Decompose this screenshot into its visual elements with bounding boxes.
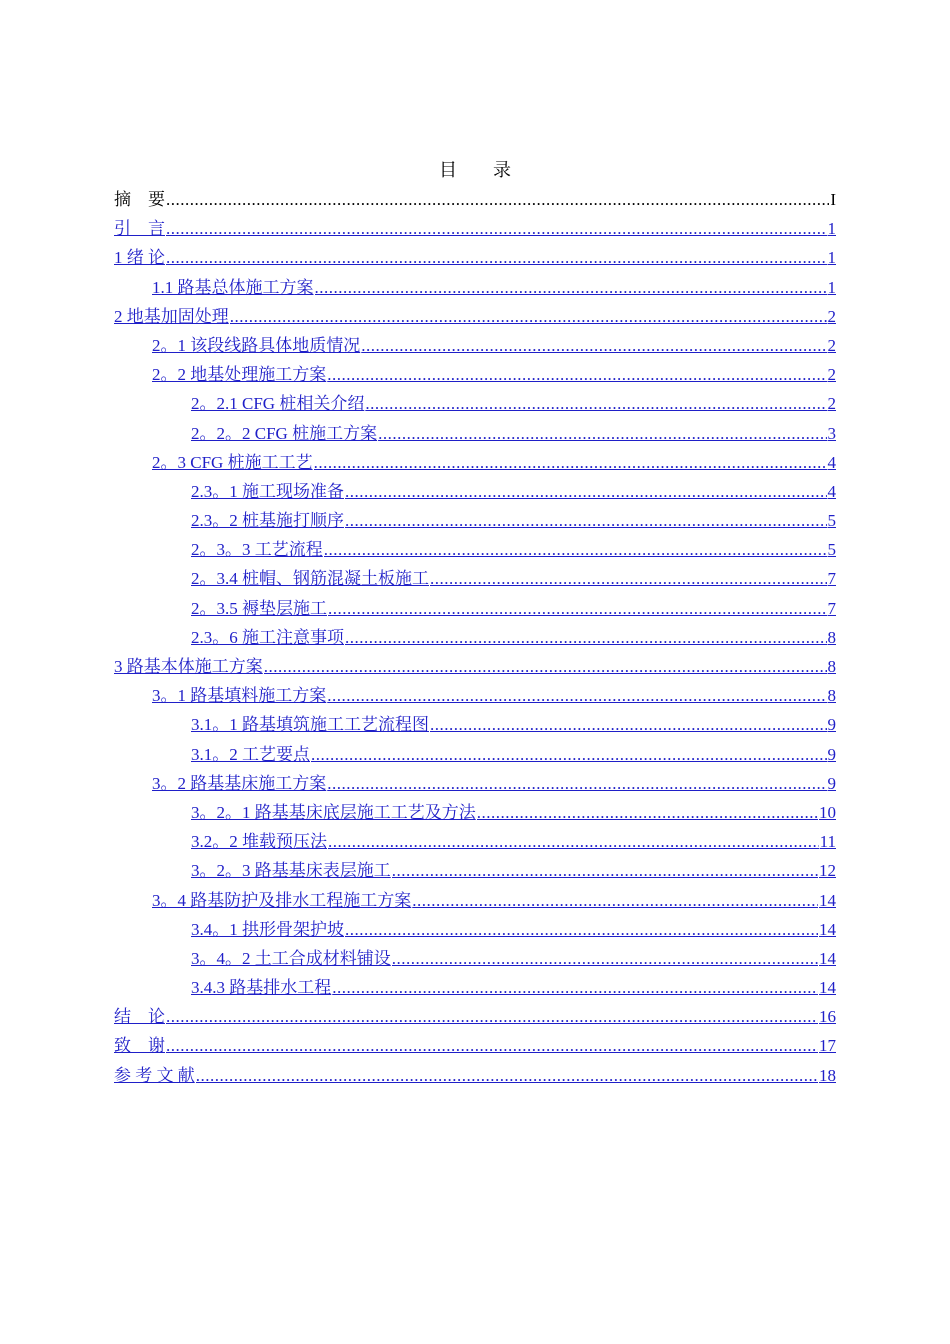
- toc-entry-page-number: 9: [827, 715, 836, 735]
- toc-leader-dots: [430, 564, 827, 593]
- toc-entry-label: 3。2 路基基床施工方案: [152, 773, 327, 793]
- toc-entry[interactable]: [114, 623, 836, 652]
- toc-entry[interactable]: [114, 769, 836, 798]
- toc-entry-page-number: 10: [819, 802, 836, 822]
- toc-leader-dots: [327, 769, 826, 798]
- toc-entry[interactable]: [114, 681, 836, 710]
- toc-entry-page-number: 14: [819, 948, 836, 968]
- toc-entry-page-number: 8: [827, 686, 836, 706]
- toc-entry-page-number: 16: [819, 1007, 836, 1027]
- toc-entry-page-number: 5: [827, 511, 836, 531]
- toc-entry[interactable]: [114, 710, 836, 739]
- toc-entry-page-number: 7: [827, 569, 836, 589]
- toc-entry-label: 3。1 路基填料施工方案: [152, 686, 327, 706]
- toc-leader-dots: [314, 448, 827, 477]
- toc-entry-page-number: 4: [827, 481, 836, 501]
- toc-leader-dots: [230, 302, 827, 331]
- toc-entry-label: 3。2。3 路基基床表层施工: [191, 861, 391, 881]
- toc-entry-label: 2。1 该段线路具体地质情况: [152, 335, 361, 355]
- toc-leader-dots: [196, 1061, 818, 1090]
- toc-entry[interactable]: [114, 331, 836, 360]
- toc-entry[interactable]: [114, 1002, 836, 1031]
- toc-leader-dots: [412, 886, 818, 915]
- toc-entry[interactable]: [114, 740, 836, 769]
- toc-entry-label: 致 谢: [114, 1036, 165, 1056]
- toc-entry[interactable]: [114, 448, 836, 477]
- toc-entry-label: 2.3。1 施工现场准备: [191, 481, 344, 501]
- toc-leader-dots: [345, 477, 827, 506]
- toc-entry-page-number: 5: [827, 540, 836, 560]
- toc-entry-page-number: 17: [819, 1036, 836, 1056]
- toc-entry-page-number: 12: [819, 861, 836, 881]
- toc-entry-label: 2。3.4 桩帽、钢筋混凝土板施工: [191, 569, 429, 589]
- toc-leader-dots: [361, 331, 826, 360]
- toc-entry-label: 参 考 文 献: [114, 1065, 195, 1085]
- toc-entry-label: 3。4。2 土工合成材料铺设: [191, 948, 391, 968]
- table-of-contents: [114, 185, 836, 1090]
- toc-leader-dots: [311, 740, 827, 769]
- toc-entry-label: 2.3。2 桩基施打顺序: [191, 511, 344, 531]
- toc-entry-page-number: 1: [827, 277, 836, 297]
- toc-leader-dots: [345, 506, 827, 535]
- toc-entry[interactable]: [114, 1061, 836, 1090]
- toc-entry[interactable]: [114, 652, 836, 681]
- toc-entry[interactable]: [114, 886, 836, 915]
- toc-leader-dots: [345, 915, 818, 944]
- toc-entry[interactable]: [114, 389, 836, 418]
- toc-entry-label: 摘 要: [114, 190, 165, 209]
- toc-entry-label: 2。3。3 工艺流程: [191, 540, 323, 560]
- toc-leader-dots: [327, 360, 826, 389]
- toc-entry[interactable]: [114, 944, 836, 973]
- toc-entry-label: 2。2。2 CFG 桩施工方案: [191, 423, 378, 443]
- toc-entry-page-number: 9: [827, 773, 836, 793]
- toc-entry-label: 3.4.3 路基排水工程: [191, 978, 332, 998]
- toc-leader-dots: [166, 1031, 818, 1060]
- toc-entry-page-number: 2: [827, 335, 836, 355]
- toc-leader-dots: [392, 856, 818, 885]
- toc-entry[interactable]: [114, 856, 836, 885]
- toc-leader-dots: [264, 652, 827, 681]
- toc-entry-page-number: 18: [819, 1065, 836, 1085]
- toc-entry-page-number: 14: [819, 919, 836, 939]
- toc-entry-label: 2。2 地基处理施工方案: [152, 365, 327, 385]
- toc-entry-page-number: 8: [827, 627, 836, 647]
- toc-leader-dots: [392, 944, 818, 973]
- toc-entry-page-number: 14: [819, 978, 836, 998]
- toc-entry: [114, 185, 836, 214]
- toc-leader-dots: [166, 243, 827, 272]
- toc-entry-page-number: 1: [827, 248, 836, 268]
- toc-leader-dots: [345, 623, 827, 652]
- toc-entry[interactable]: [114, 1031, 836, 1060]
- toc-leader-dots: [365, 389, 826, 418]
- toc-leader-dots: [166, 185, 829, 214]
- toc-entry[interactable]: [114, 915, 836, 944]
- toc-leader-dots: [166, 1002, 818, 1031]
- toc-entry-label: 2.3。6 施工注意事项: [191, 627, 344, 647]
- toc-entry-page-number: 2: [827, 394, 836, 414]
- toc-entry-page-number: 1: [827, 219, 836, 239]
- toc-title: 目 录: [439, 160, 511, 180]
- toc-entry-page-number: 7: [827, 598, 836, 618]
- toc-leader-dots: [324, 535, 827, 564]
- toc-entry[interactable]: [114, 827, 836, 856]
- toc-entry-page-number: 2: [827, 306, 836, 326]
- toc-entry-page-number: 3: [827, 423, 836, 443]
- toc-entry[interactable]: [114, 419, 836, 448]
- toc-entry[interactable]: [114, 243, 836, 272]
- toc-entry-page-number: 8: [827, 657, 836, 676]
- toc-entry-label: 3.1。2 工艺要点: [191, 744, 310, 764]
- toc-entry-page-number: 9: [827, 744, 836, 764]
- toc-entry-label: 3.4。1 拱形骨架护坡: [191, 919, 344, 939]
- toc-entry-label: 1.1 路基总体施工方案: [152, 277, 314, 297]
- toc-entry-label: 引 言: [114, 219, 165, 239]
- toc-entry-label: 3。2。1 路基基床底层施工工艺及方法: [191, 802, 476, 822]
- toc-entry-label: 2。2.1 CFG 桩相关介绍: [191, 394, 365, 414]
- toc-entry[interactable]: [114, 564, 836, 593]
- toc-leader-dots: [315, 273, 827, 302]
- toc-entry[interactable]: [114, 273, 836, 302]
- toc-entry-label: 2。3 CFG 桩施工工艺: [152, 452, 313, 472]
- toc-entry-page-number: I: [830, 190, 836, 209]
- toc-leader-dots: [166, 214, 827, 243]
- toc-entry[interactable]: [114, 535, 836, 564]
- toc-leader-dots: [328, 827, 819, 856]
- toc-entry[interactable]: [114, 360, 836, 389]
- toc-entry-label: 2。3.5 褥垫层施工: [191, 598, 327, 618]
- toc-entry-label: 1 绪 论: [114, 248, 165, 268]
- toc-entry-page-number: 14: [819, 890, 836, 910]
- toc-leader-dots: [332, 973, 818, 1002]
- toc-entry[interactable]: [114, 302, 836, 331]
- toc-entry-page-number: 2: [827, 365, 836, 385]
- toc-leader-dots: [378, 419, 826, 448]
- toc-entry-label: 3。4 路基防护及排水工程施工方案: [152, 890, 412, 910]
- toc-entry[interactable]: [114, 973, 836, 1002]
- toc-entry[interactable]: [114, 798, 836, 827]
- toc-entry-page-number: 11: [819, 832, 836, 852]
- toc-leader-dots: [327, 681, 826, 710]
- toc-entry-label: 3.1。1 路基填筑施工工艺流程图: [191, 715, 429, 735]
- toc-entry-label: 结 论: [114, 1007, 165, 1027]
- toc-entry[interactable]: [114, 477, 836, 506]
- toc-leader-dots: [328, 594, 827, 623]
- toc-entry[interactable]: [114, 214, 836, 243]
- toc-entry[interactable]: [114, 506, 836, 535]
- toc-entry-label: 3.2。2 堆载预压法: [191, 832, 327, 852]
- toc-entry-label: 2 地基加固处理: [114, 306, 229, 326]
- toc-entry-page-number: 4: [827, 452, 836, 472]
- toc-entry[interactable]: [114, 594, 836, 623]
- toc-entry-label: 3 路基本体施工方案: [114, 657, 263, 676]
- toc-leader-dots: [430, 710, 827, 739]
- toc-leader-dots: [477, 798, 818, 827]
